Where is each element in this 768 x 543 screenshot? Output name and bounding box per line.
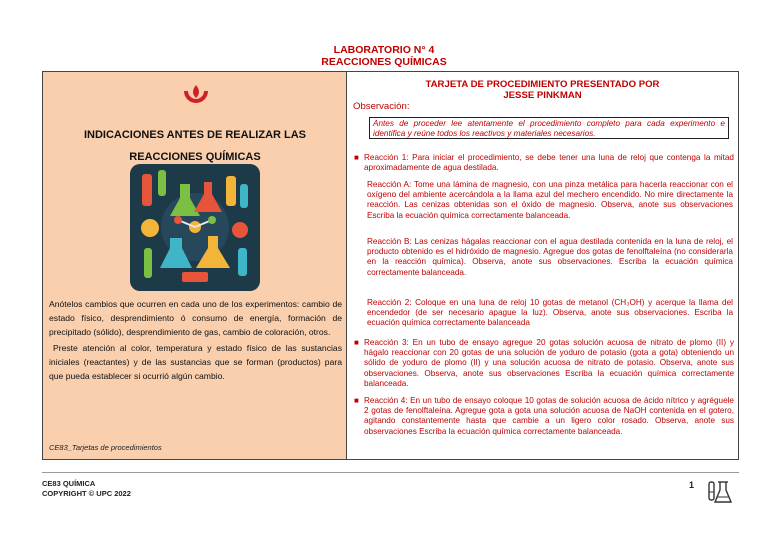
title-line-2: REACCIONES QUÍMICAS bbox=[321, 56, 447, 68]
footer-copyright: COPYRIGHT © UPC 2022 bbox=[42, 489, 131, 498]
instructions-text bbox=[49, 297, 342, 385]
observation-label: Observación: bbox=[353, 101, 410, 112]
reaction-b: Reacción B: Las cenizas hágalas reaccionar con el agua destilada contenida en la luna de reloj, el producto obtenido es el hidróxido de magnesio. Agregue dos gotas de fenolftaleína (no considerarla en la reacción química). Observa, anote sus observaciones. Escriba la ecuación química correctamente balanceada. bbox=[367, 237, 733, 277]
footer-info bbox=[42, 479, 131, 499]
title-line-1: LABORATORIO N° 4 bbox=[333, 44, 435, 56]
instructions-heading bbox=[43, 124, 347, 168]
instructions-paragraph-1: Anótelos cambios que ocurren en cada uno de los experimentos: cambio de estado físico, desprendimiento ó consumo de energía, formación de precipitado (sólido), desprendimiento de gas, cambio de coloración, otros. bbox=[49, 299, 342, 337]
upc-logo-icon bbox=[183, 82, 209, 108]
bullet-icon: ■ bbox=[354, 338, 359, 347]
lab-flask-icon bbox=[706, 478, 734, 506]
reaction-4-text: Reacción 4: En un tubo de ensayo coloque 10 gotas de solución acuosa de ácido nítrico y agréguele 2 gotas de fenolftaleína. Agregue gota a gota una solución acuosa de NaOH contenida en el gotero, agitando constantemente hasta que cambie a un ligero color rosado. Observa, anote sus observaciones Escriba la ecuación química correctamente balanceada. bbox=[364, 396, 734, 436]
card-title-line-1: TARJETA DE PROCEDIMIENTO PRESENTADO POR bbox=[425, 79, 660, 90]
reaction-3 bbox=[354, 338, 734, 389]
bullet-icon: ■ bbox=[354, 396, 359, 405]
instructions-paragraph-2: Preste atención al color, temperatura y estado físico de las sustancias iniciales (reactantes) y de las sustancias que se forman (productos) para que pueda establecer si ocurrió algún cambio. bbox=[49, 343, 342, 381]
document-title bbox=[0, 44, 768, 68]
reaction-3-text: Reacción 3: En un tubo de ensayo agregue 20 gotas solución acuosa de nitrato de plomo (II) y hágalo reaccionar con 20 gotas de una solución de yoduro de potasio (gota a gota) obteniendo un sólido de yoduro de plomo (II) y una solución acuosa de nitrato de potasio. Observa, anote sus observaciones. Observa, anote sus observaciones Escriba la ecuación química correctamente balanceada. bbox=[364, 338, 734, 388]
reaction-1 bbox=[354, 153, 734, 173]
heading-line-1: INDICACIONES ANTES DE REALIZAR LAS bbox=[83, 129, 307, 141]
reaction-2: Reacción 2: Coloque en una luna de reloj 10 gotas de metanol (CH₃OH) y acerque la llama del encendedor (de ser necesario apague la luz). Observa, anote sus observaciones. Escriba la ecuación química correctamente balanceada bbox=[367, 298, 733, 328]
footer-divider bbox=[42, 472, 739, 473]
reaction-a: Reacción A: Tome una lámina de magnesio, con una pinza metálica para hacerla reaccionar con el oxígeno del ambiente acercándola a la llama azul del mechero encendido. No mire directamente la reacción. Las cenizas obtenidas son el óxido de magnesio. Observa, anote sus observaciones Escriba la ecuación química correctamente balanceada. bbox=[367, 180, 733, 220]
reaction-4 bbox=[354, 396, 734, 437]
slide-frame bbox=[42, 71, 739, 460]
heading-line-2: REACCIONES QUÍMICAS bbox=[129, 151, 261, 163]
card-title bbox=[347, 79, 738, 101]
chemistry-collage-image bbox=[130, 164, 260, 291]
procedure-card bbox=[347, 72, 738, 459]
observation-note: Antes de proceder lee atentamente el procedimiento completo para cada experimento e identifica y reúne todos los reactivos y materiales necesarios. bbox=[369, 117, 729, 139]
bullet-icon: ■ bbox=[354, 153, 359, 162]
panel-footer-label: CE83_Tarjetas de procedimientos bbox=[49, 443, 162, 452]
page-number: 1 bbox=[689, 480, 695, 490]
reaction-1-text: Reacción 1: Para iniciar el procedimiento, se debe tener una luna de reloj que contenga la mitad aproximadamente de agua destilada. bbox=[364, 153, 734, 173]
card-title-line-2: JESSE PINKMAN bbox=[503, 90, 582, 101]
instructions-panel bbox=[43, 72, 347, 459]
footer-course: CE83 QUÍMICA bbox=[42, 479, 96, 488]
